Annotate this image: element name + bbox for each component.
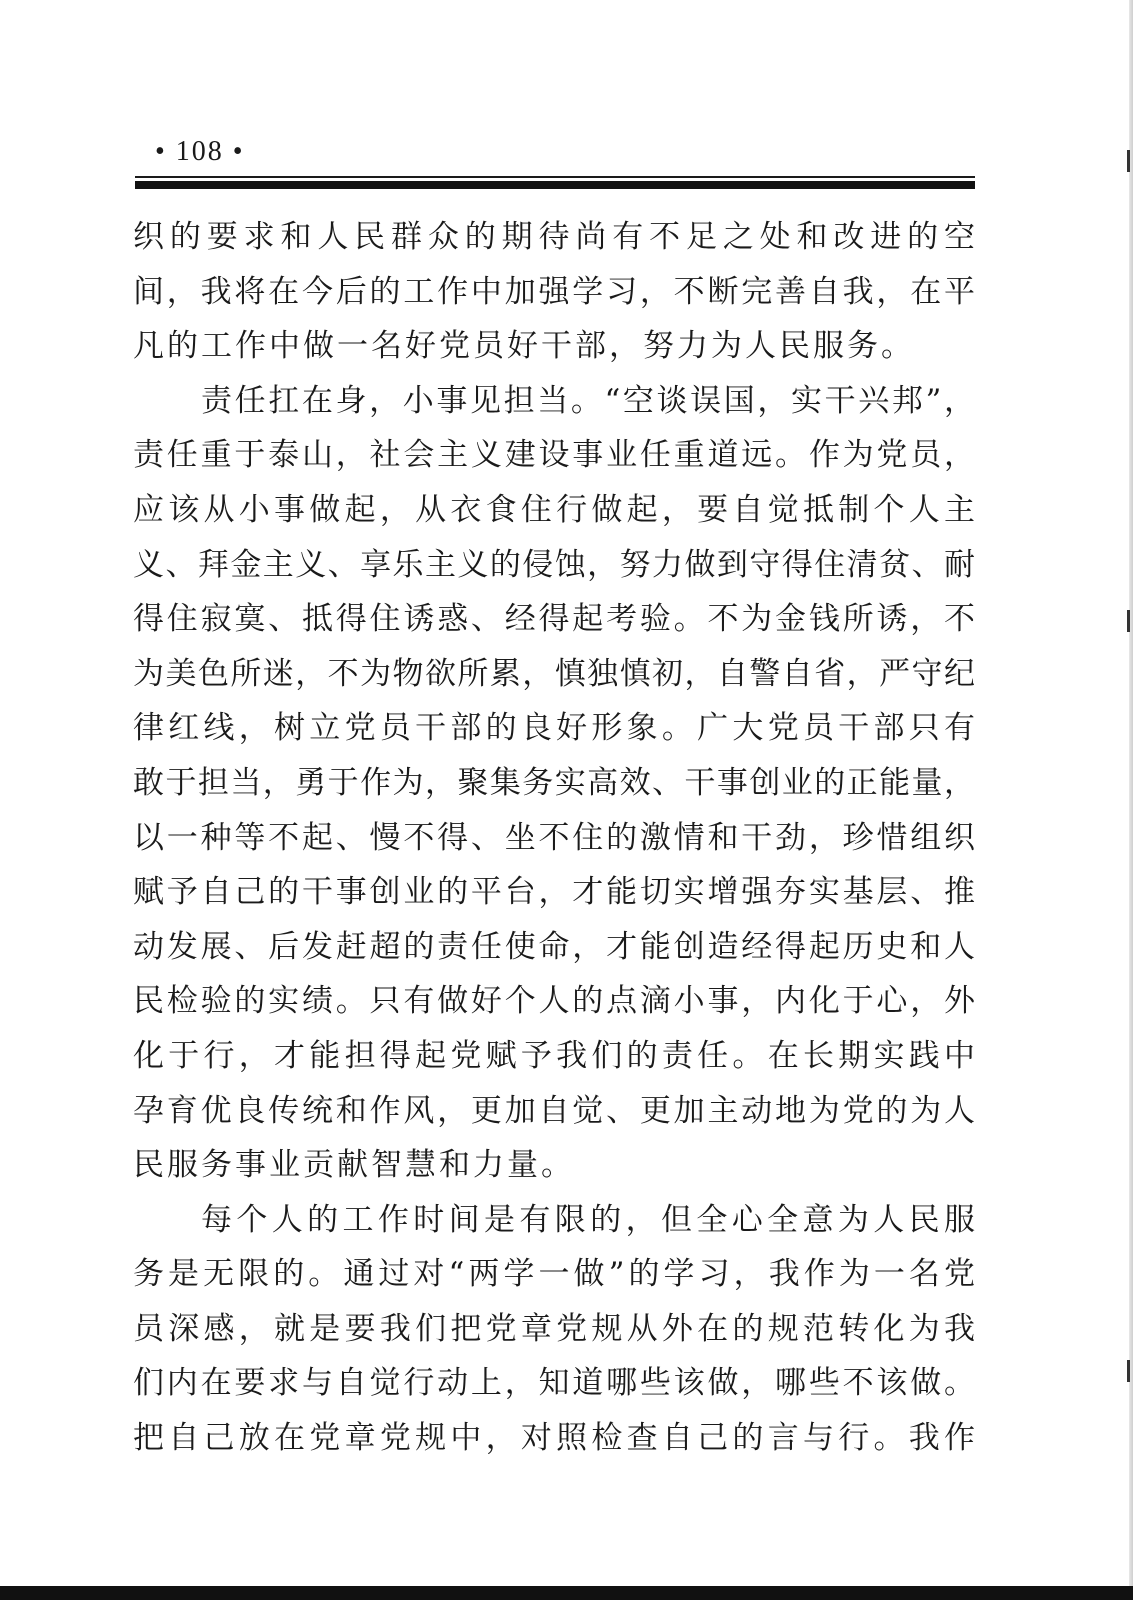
text-line: 把自己放在党章党规中，对照检查自己的言与行。我作: [133, 1420, 975, 1457]
text-line: 应该从小事做起，从衣食住行做起，要自觉抵制个人主: [133, 491, 975, 528]
text-line: 孕育优良传统和作风，更加自觉、更加主动地为党的为人: [133, 1092, 975, 1129]
text-line: 间，我将在今后的工作中加强学习，不断完善自我，在平: [133, 273, 975, 310]
body-text: [133, 210, 975, 1466]
text-line: 责任重于泰山，社会主义建设事业任重道远。作为党员，: [133, 437, 975, 474]
scan-mark: [1127, 150, 1130, 172]
page-number: • 108 •: [155, 136, 245, 167]
text-line: 化于行，才能担得起党赋予我们的责任。在长期实践中: [133, 1037, 975, 1074]
text-line: 动发展、后发赶超的责任使命，才能创造经得起历史和人: [133, 928, 975, 965]
text-line: 赋予自己的干事创业的平台，才能切实增强夯实基层、推: [133, 874, 975, 911]
text-line: 织的要求和人民群众的期待尚有不足之处和改进的空: [133, 219, 975, 255]
text-line: 民服务事业贡献智慧和力量。: [133, 1147, 575, 1184]
text-line: 得住寂寞、抵得住诱惑、经得起考验。不为金钱所诱，不: [133, 601, 975, 638]
scan-mark: [1127, 610, 1130, 632]
text-line: 员深感，就是要我们把党章党规从外在的规范转化为我: [133, 1310, 975, 1347]
text-line: 律红线，树立党员干部的良好形象。广大党员干部只有: [133, 710, 975, 747]
text-line: 义、拜金主义、享乐主义的侵蚀，努力做到守得住清贫、耐: [133, 546, 975, 583]
header-rule-thick: [135, 181, 975, 189]
text-line: 以一种等不起、慢不得、坐不住的激情和干劲，珍惜组织: [133, 819, 975, 856]
text-line: 每个人的工作时间是有限的，但全心全意为人民服: [201, 1201, 975, 1238]
text-line: 务是无限的。通过对“两学一做”的学习，我作为一名党: [133, 1256, 975, 1293]
text-line: 责任扛在身，小事见担当。“空谈误国，实干兴邦”，: [201, 382, 975, 419]
text-line: 们内在要求与自觉行动上，知道哪些该做，哪些不该做。: [133, 1365, 975, 1402]
text-line: 民检验的实绩。只有做好个人的点滴小事，内化于心，外: [133, 983, 975, 1020]
text-line: 为美色所迷，不为物欲所累，慎独慎初，自警自省，严守纪: [133, 655, 975, 692]
text-line: 敢于担当，勇于作为，聚集务实高效、干事创业的正能量，: [133, 764, 975, 801]
scan-edge-bottom: [0, 1586, 1133, 1600]
page-header: [135, 128, 975, 198]
header-rule-thin: [135, 176, 975, 178]
scan-mark: [1127, 1360, 1130, 1382]
text-line: 凡的工作中做一名好党员好干部，努力为人民服务。: [133, 328, 915, 365]
